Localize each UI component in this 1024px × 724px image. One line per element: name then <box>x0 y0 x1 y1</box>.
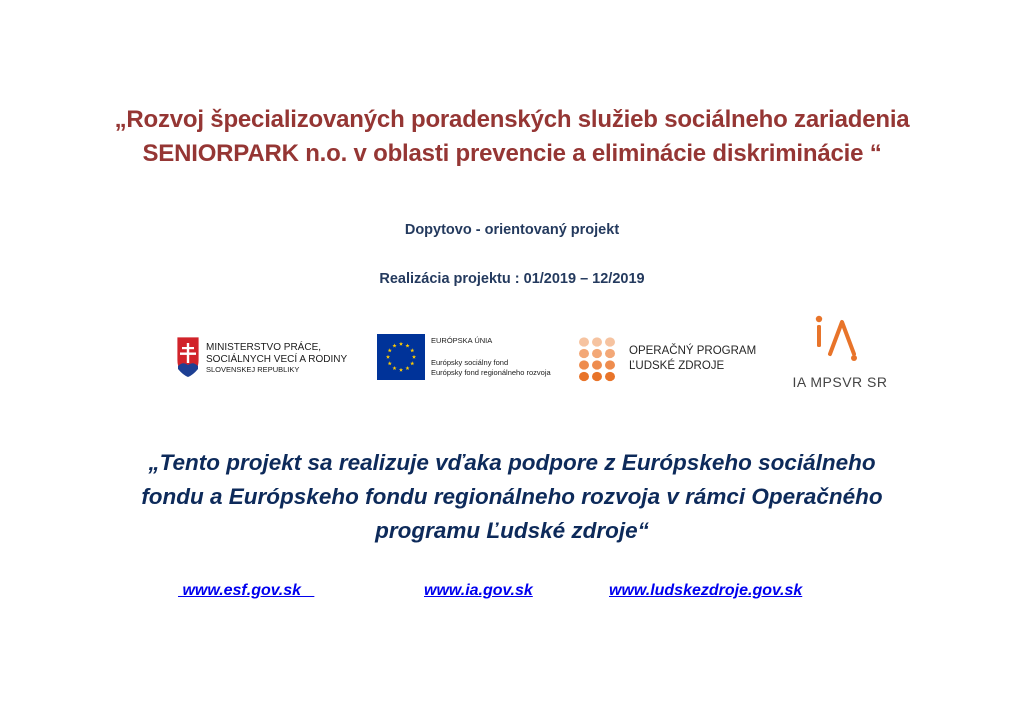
op-dot <box>579 349 589 358</box>
eu-logo <box>377 334 567 384</box>
ludskezdroje-link[interactable]: www.ludskezdroje.gov.sk <box>609 582 803 599</box>
op-dot <box>605 372 615 381</box>
esf-link[interactable]: www.esf.gov.sk <box>178 582 315 599</box>
op-dot <box>592 337 602 346</box>
op-dot <box>592 372 602 381</box>
op-dot <box>605 349 615 358</box>
statement-line-2: fondu a Európskeho fondu regionálneho rozvoja v rámci Operačného <box>141 484 883 509</box>
project-type: Dopytovo - orientovaný projekt <box>404 222 620 238</box>
project-title-line-2: SENIORPARK n.o. v oblasti prevencie a eliminácie diskriminácie “ <box>142 140 882 167</box>
op-dot <box>605 337 615 346</box>
logo-strip <box>0 312 1024 402</box>
realization-period: Realizácia projektu : 01/2019 – 12/2019 <box>379 271 645 287</box>
ministry-text <box>206 342 347 375</box>
ministry-line-2: SOCIÁLNYCH VECÍ A RODINY <box>206 353 348 365</box>
eu-line-2: Európsky sociálny fond <box>431 358 509 367</box>
op-text <box>629 344 756 374</box>
op-dot <box>592 360 602 369</box>
eu-text <box>431 336 551 378</box>
links-row <box>0 582 1024 612</box>
op-dot <box>605 360 615 369</box>
ia-text: IA MPSVR SR <box>792 374 888 390</box>
op-logo <box>577 334 767 384</box>
op-line-1: OPERAČNÝ PROGRAM <box>629 345 757 357</box>
project-title-line-1: „Rozvoj špecializovaných poradenských služieb sociálneho zariadenia <box>114 106 910 133</box>
eu-line-3: Európsky fond regionálneho rozvoja <box>431 368 551 377</box>
op-dot <box>579 360 589 369</box>
op-dot <box>579 372 589 381</box>
ministry-logo <box>176 334 356 384</box>
slovak-coat-of-arms-icon <box>176 336 200 378</box>
statement-line-3: programu Ľudské zdroje“ <box>375 518 649 543</box>
project-title <box>60 103 964 171</box>
op-dot <box>579 337 589 346</box>
eu-line-1: EURÓPSKA ÚNIA <box>431 336 493 345</box>
eu-flag-icon <box>377 334 425 380</box>
op-dot <box>592 349 602 358</box>
op-line-2: ĽUDSKÉ ZDROJE <box>629 360 725 372</box>
op-dots-icon <box>577 336 617 382</box>
ia-logo <box>782 314 902 399</box>
funding-statement <box>60 446 964 548</box>
ia-mpsvr-logo-icon <box>812 314 860 364</box>
statement-line-1: „Tento projekt sa realizuje vďaka podpore z Európskeho sociálneho <box>148 450 876 475</box>
ministry-line-1: MINISTERSTVO PRÁCE, <box>206 342 322 353</box>
ministry-line-3: SLOVENSKEJ REPUBLIKY <box>206 365 300 374</box>
ia-link[interactable]: www.ia.gov.sk <box>424 582 533 599</box>
